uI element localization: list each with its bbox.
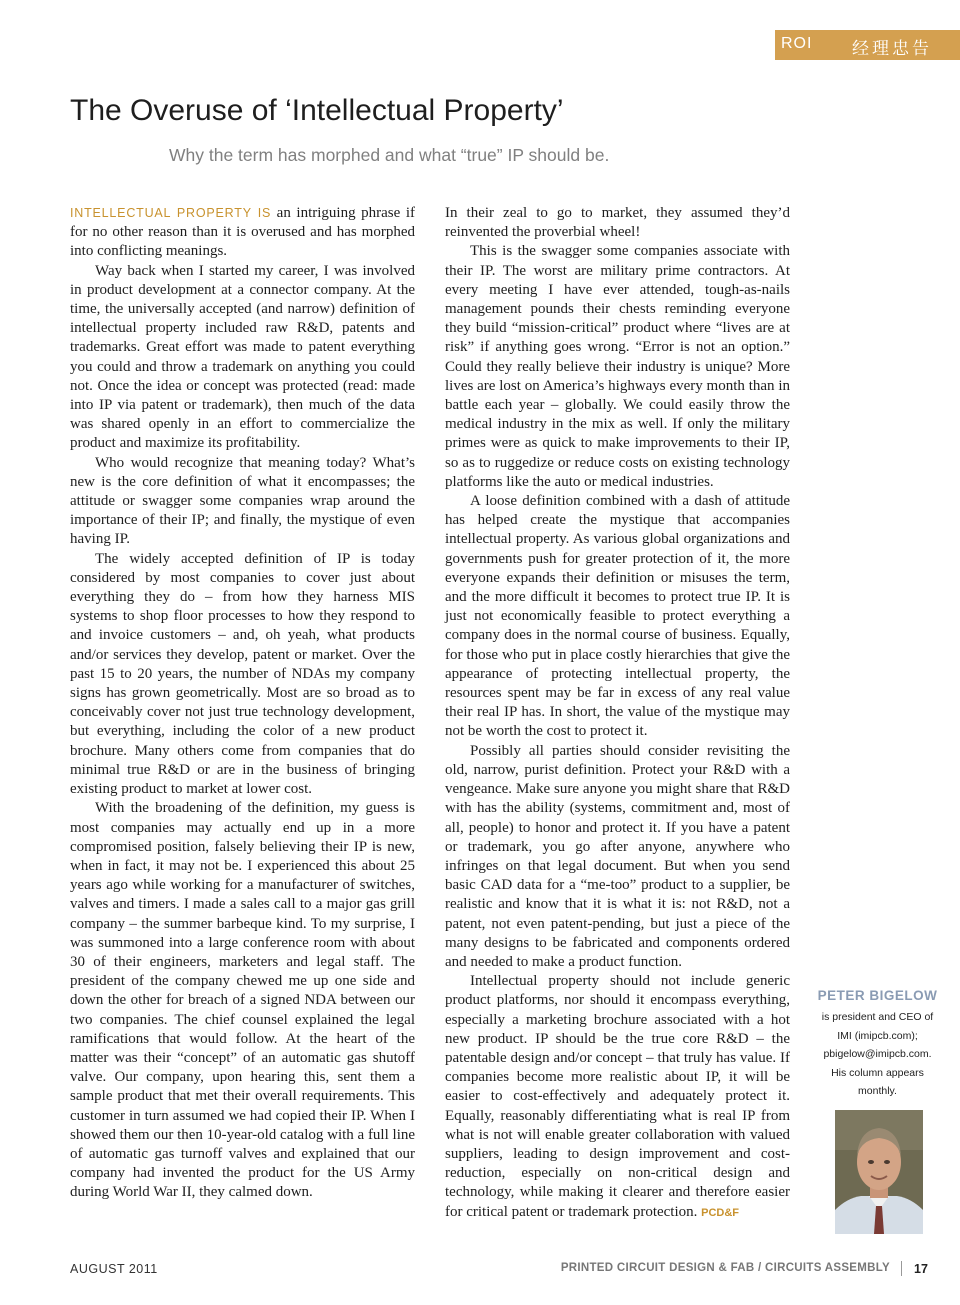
final-paragraph-text: Intellectual property should not include generic product platforms, nor should it encompass everything, especially a marketing brochure associated with a hot new product. IP should be the true core R&D – the patentable design and/or concept – that truly has value. If companies become more realistic about IP, it will be easier to cost-effectively and adequately protect it. Equally, reasonably differentiating what is real IP from what is not will enable greater collaboration with valued suppliers, leading to design improvement and cost-reduction, especially on non-critical design and technology, while making it clearer and therefore easier for critical patent or trademark protection. xyxy=(445,973,790,1220)
page-number: 17 xyxy=(914,1262,928,1276)
article-column-1 xyxy=(70,204,415,1203)
author-name: PETER BIGELOW xyxy=(817,988,938,1003)
article-paragraph: With the broadening of the definition, my guess is most companies may actually end up in a more compromised position, falsely believing their IP is new, when in fact, it may not be. I experienced this about 25 years ago while working for a manufacturer of switches, valves and timers. I made a sales call to a major gas grill company – the summer barbeque kind. To my surprise, I was summoned into a large conference room with about 30 of their engineers, marketers and legal staff. The president of the company chewed me up one side and down the other for breach of a signed NDA between our two companies. The chief counsel explained the legal ramifications that would follow. At the heart of the matter was their “concept” of an automatic gas shutoff valve. Our company, upon hearing this, sent them a sample product that met their overall requirements. This customer in turn assumed we had copied their IP. When I showed them our then 10-year-old catalog with a full line of automatic gas turnoff valves and explained that our company had invented the product for the US Army during World War II, they calmed down. xyxy=(70,800,416,1201)
article-paragraph xyxy=(445,972,790,1223)
article-paragraph: Who would recognize that meaning today? What’s new is the core definition of what it encompasses; the attitude or swagger some companies wrap around the importance of their IP; and finally, the mystique of even having IP. xyxy=(70,454,415,548)
footer-divider xyxy=(901,1261,902,1276)
article-paragraph: This is the swagger some companies associate with their IP. The worst are military prime contractors. At every meeting I have ever attended, tough-as-nails management pounds their chests reminding everyone they build “mission-critical” product where “lives are at risk” if anything goes wrong. “Error is not an option.” Could they really believe their industry is unique? More lives are lost on America’s highways every month than in battle each year – globally. We could easily throw the medical industry in the mix as well. If only the military primes were as quick to make improvements to their IP, so as to ruggedize or reduce costs on existing technology platforms like the auto or medical industries. xyxy=(445,243,790,490)
footer-date: AUGUST 2011 xyxy=(70,1262,158,1276)
section-tag xyxy=(775,30,960,60)
footer-publication: PRINTED CIRCUIT DESIGN & FAB / CIRCUITS ASSEMBLY xyxy=(560,1262,890,1274)
article-column-2 xyxy=(445,204,790,1223)
author-bio: is president and CEO of IMI (imipcb.com); pbigelow@imipcb.com. His column appears monthly. xyxy=(821,1011,934,1097)
article-title: The Overuse of ‘Intellectual Property’ xyxy=(70,94,564,127)
author-photo xyxy=(835,1110,923,1234)
section-label: ROI xyxy=(781,35,813,52)
end-mark: PCD&F xyxy=(701,1206,740,1219)
article-paragraph: A loose definition combined with a dash of attitude has helped create the mystique that accompanies intellectual property. As various global organizations and governments push for greater protection of it, the more everyone expands their definition or misuses the term, and the more difficult it becomes to protect true IP. It is just not economically feasible to protect everything a company does in the normal course of business. Equally, for those who put in place costly hierarchies that give the appearance of protecting intellectual property, the resources spent may be far in excess of any real value their real IP has. In short, the value of the mystique may not be worth the cost to protect it. xyxy=(445,493,790,740)
article-paragraph: The widely accepted definition of IP is today considered by most companies to cover just about everything they do – from how they harness MIS systems to shop floor processes to how they respond to and invoice customers – and, oh yeah, what products and/or services they develop, patent or market. Over the past 15 to 20 years, the number of NDAs my company signs has grown geometrically. Most are so broad as to conceivably cover not just true technology development, but everything, including the color of a new product brochure. Many others come from companies that do minimal true R&D or are in the business of bringing existing product to market at lower cost. xyxy=(70,550,415,798)
section-label-chinese: 经理忠告 xyxy=(852,39,932,59)
article-subtitle: Why the term has morphed and what “true” IP should be. xyxy=(169,145,610,165)
article-paragraph: Possibly all parties should consider revisiting the old, narrow, purist definition. Protect your R&D with a vengeance. Make sure anyone you might share that R&D with has the ability (systems, commitment and, most of all, people) to honor and protect it. If you have a patent or trademark, you go after anyone, anywhere who infringes on that legal document. But when you send basic CAD data for a “me-too” product to a supplier, be realistic and know that it is what it is: not R&D, not a patent, not even patent-pending, but just a piece of the many designs to be fabricated and components ordered and needed to make a product function. xyxy=(445,742,790,970)
lead-paragraph-text: an intriguing phrase if for no other reason than it is overused and has morphed into conflicting meanings. xyxy=(70,205,415,260)
author-block xyxy=(815,988,940,1101)
article-paragraph: Way back when I started my career, I was involved in product development at a connector company. At the time, the universally accepted (and narrow) definition of intellectual property included raw R&D, patents and trademarks. Great effort was made to patent everything you could and throw a trademark on anything you could not. Once the idea or concept was protected (read: made into IP via patent or trademark), then much of the data was shared openly in an effort to commercialize the product and maximize its profitability. xyxy=(70,262,415,452)
article-paragraph: In their zeal to go to market, they assumed they’d reinvented the proverbial wheel! xyxy=(445,205,790,241)
lead-in-text: INTELLECTUAL PROPERTY IS xyxy=(70,206,272,220)
article-paragraph xyxy=(70,204,415,262)
